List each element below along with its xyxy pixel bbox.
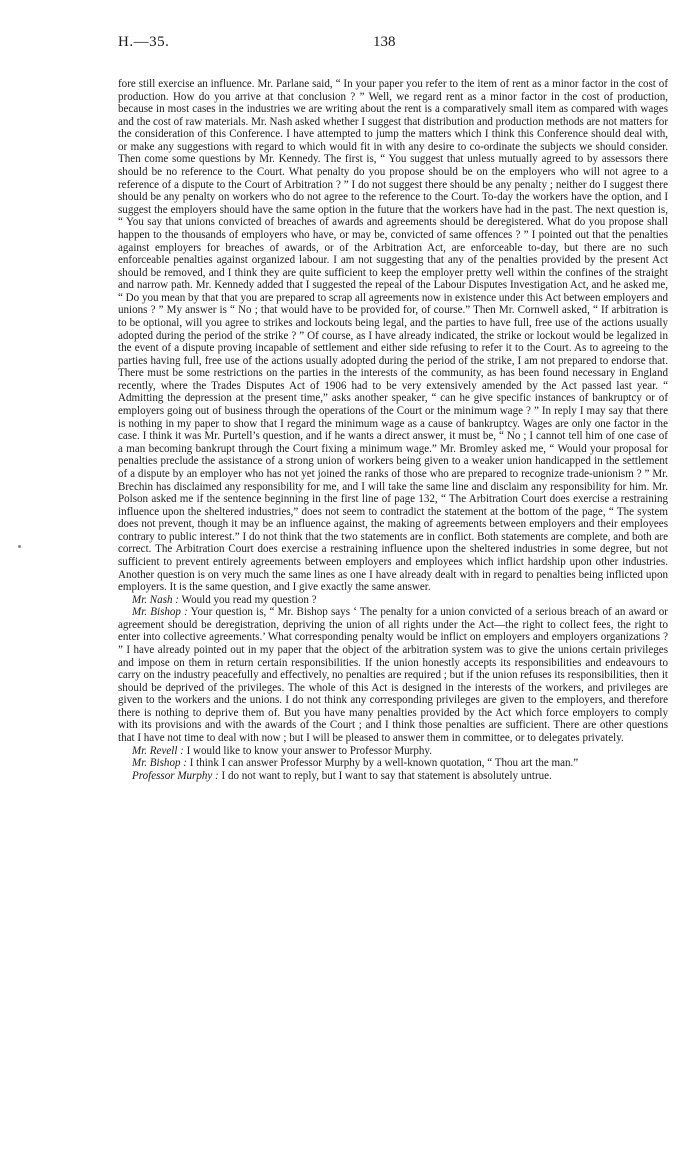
speaker-name: Mr. Bishop :: [132, 606, 188, 619]
margin-dot: [18, 545, 21, 548]
page-header: [118, 34, 668, 58]
paragraph-text: Would you read my question ?: [181, 593, 317, 606]
paragraph: [118, 745, 668, 758]
paragraph-text: I do not want to reply, but I want to say that statement is absolutely untrue.: [221, 769, 552, 782]
body-text: [118, 78, 668, 782]
paragraph-text: I would like to know your answer to Professor Murphy.: [186, 744, 432, 757]
paragraph: [118, 606, 668, 744]
speaker-name: Mr. Nash :: [132, 593, 179, 606]
speaker-name: Professor Murphy :: [132, 769, 219, 782]
paragraph: [118, 757, 668, 770]
document-id: H.—35.: [118, 34, 170, 50]
speaker-name: Mr. Bishop :: [132, 757, 187, 770]
paragraph-text: Your question is, “ Mr. Bishop says ‘ The penalty for a union convicted of a serious breach of an award or agreement should be deregistration, depriving the union of all rights under the Act—the right to collect fees, the right to enter into collective agreements.’ What corresponding penalty would be inflict on employers and employers organizations ? ” I have already pointed out in my paper that the object of the arbitration system was to give the unions certain privileges and impose on them in return certain responsibilities. If the union honestly accepts its responsibilities and endeavours to carry on the industry peacefully and effectively, no penalties are required ; but if the union refuses its responsibilities, then it should be deprived of the privileges. The whole of this Act is designed in the interests of the workers, and privileges are given to the workers and the unions. I do not think any corresponding privileges are given to the employers, and therefore there is nothing to deprive them of. But you have many penalties provided by the Act which force employers to comply with its provisions and with the awards of the Court ; and I think those penalties are sufficient. There are other questions that I have not time to deal with now ; but I will be pleased to answer them in committee, or to delegates privately.: [118, 606, 668, 745]
paragraph-text: fore still exercise an influence. Mr. Parlane said, “ In your paper you refer to the item of rent as a minor factor in the cost of production. How do you arrive at that conclusion ? ” Well, we regard rent as a minor factor in the cost of production, because in most cases in the industries we are writing about the rent is a comparatively small item as compared with wages and the cost of raw materials. Mr. Nash asked whether I suggest that distribution and production methods are not matters for the consideration of this Conference. I have attempted to jump the matters which I think this Conference should deal with, or make any suggestions with regard to which would fit in with any desire to co-ordinate the subjects we should consider. Then come some questions by Mr. Kennedy. The first is, “ You suggest that unless mutually agreed to by assessors there should be no reference to the Court. What penalty do you propose should be on the employers who will not agree to a reference of a dispute to the Court of Arbitration ? ” I do not suggest there should be any penalty ; neither do I suggest there should be any penalty on workers who do not agree to the reference to the Court. To-day the workers have the option, and I suggest the employers should have the same option in the future that the workers have had in the past. The next question is, “ You say that unions convicted of breaches of awards and agreements should be deregistered. What do you propose shall happen to the thousands of employers who have, or may be, convicted of same offences ? ” I pointed out that the penalties against employers for breaches of awards, or of the Arbitration Act, are enforceable to-day, but there are no such enforceable penalties against organized labour. I am not suggesting that any of the penalties provided by the present Act should be removed, and I think they are quite sufficient to keep the employer pretty well within the confines of the straight and narrow path. Mr. Kennedy added that I suggested the repeal of the Labour Disputes Investigation Act, and he asked me, “ Do you mean by that that you are prepared to scrap all agreements now in existence under this Act between employers and unions ? ” My answer is “ No ; that would have to be provided for, of course.” Then Mr. Cornwell asked, “ If arbitration is to be optional, will you agree to strikes and lockouts being legal, and the parties to have full, free use of the actions usually adopted during the period of the strike ? ” Of course, as I have already indicated, the strike or lockout would be legalized in the event of a dispute proving incapable of settlement and either side refusing to refer it to the Court. As to agreeing to the parties having full, free use of the actions usually adopted during the period of the strike, I am not prepared to endorse that. There must be some restrictions on the parties in the interests of the community, as has been found necessary in England recently, where the Trades Disputes Act of 1906 had to be very extensively amended by the Act passed last year. “ Admitting the depression at the present time,” asks another speaker, “ can he give specific instances of bankruptcy or of employers going out of business through the operations of the Court or the minimum wage ? ” In reply I may say that there is nothing in my paper to show that I regard the minimum wage as a cause of bankruptcy. Wages are only one factor in the case. I think it was Mr. Purtell’s question, and if he wants a direct answer, it must be, “ No ; I cannot tell him of one case of a man becoming bankrupt through the Court fixing a minimum wage.” Mr. Bromley asked me, “ Would your proposal for penalties preclude the assistance of a strong union of workers being given to a weaker union handicapped in the settlement of a dispute by an employer who has not yet joined the ranks of those who are prepared to recognize trade-unionism ? ” Mr. Brechin has disclaimed any responsibility for me, and I will take the same line and disclaim any responsibility for him. Mr. Polson asked me if the sentence beginning in the first line of page 132, “ The Arbitration Court does exercise a restraining influence upon the sheltered industries,” does not seem to contradict the statement at the bottom of the page, “ The system does not prevent, though it may be an influence against, the making of agreements between employers and their employees contrary to public interest.” I do not think that the two statements are in conflict. Both statements are complete, and both are correct. The Arbitration Court does exercise a restraining influence upon the sheltered industries in some degree, but not sufficient to prevent entirely agreements between employers and employees which inflict hardship upon other industries. Another question is on very much the same lines as one I have already dealt with in regard to penalties being inflicted upon employers. It is the same question, and I give exactly the same answer.: [118, 78, 668, 594]
page-number: 138: [373, 34, 396, 50]
paragraph: [118, 78, 668, 594]
paragraph: [118, 594, 668, 607]
speaker-name: Mr. Revell :: [132, 744, 184, 757]
paragraph-text: I think I can answer Professor Murphy by a well-known quotation, “ Thou art the man.”: [189, 757, 579, 770]
paragraph: [118, 770, 668, 783]
